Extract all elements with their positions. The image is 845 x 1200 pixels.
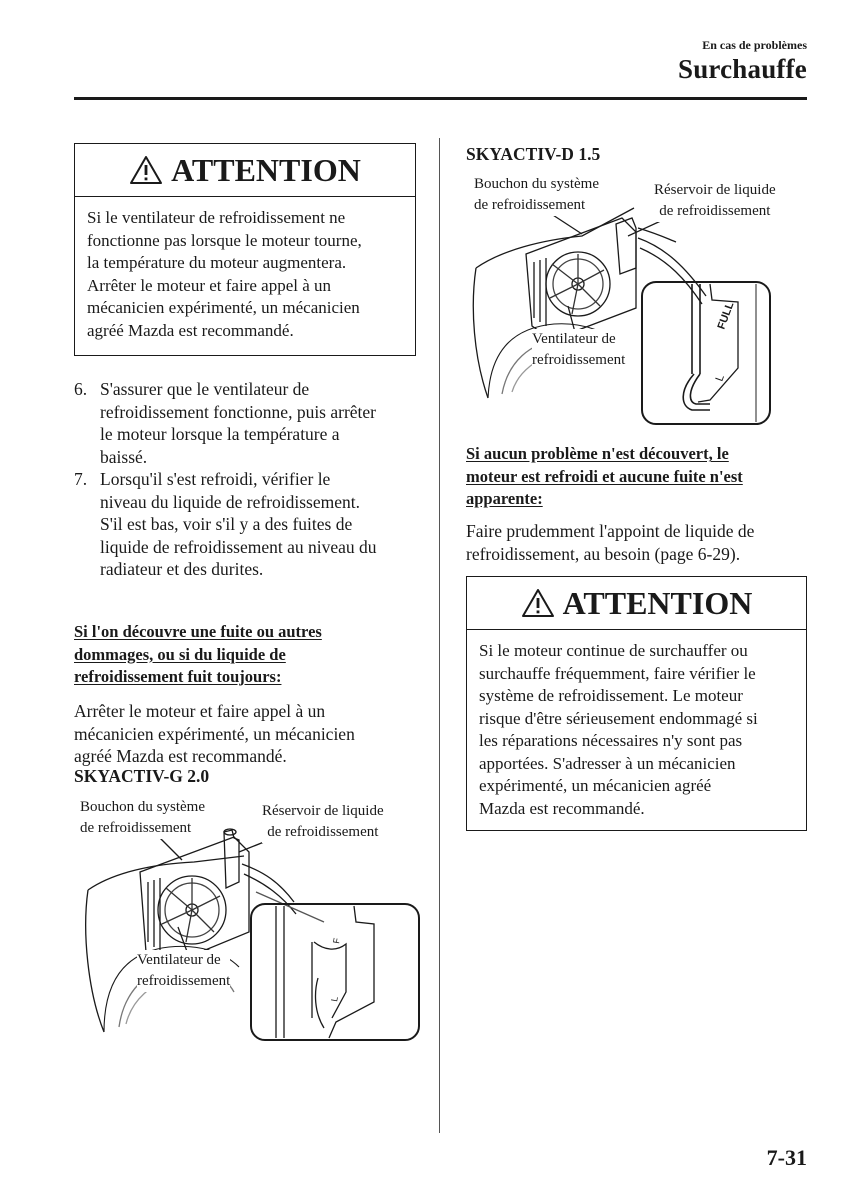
steps-list — [74, 378, 424, 581]
page-title: Surchauffe — [677, 54, 807, 84]
step-line: niveau du liquide de refroidissement. — [100, 491, 360, 512]
warning-line: risque d'être sérieusement endommagé si — [479, 708, 758, 728]
header-rule — [74, 97, 807, 100]
heading-text: moteur est refroidi et aucune fuite n'est — [466, 466, 743, 486]
warning-line: surchauffe fréquemment, faire vérifier le — [479, 663, 756, 683]
step-line: le moteur lorsque la température a — [100, 424, 340, 444]
heading-line — [74, 644, 424, 667]
fig-g-reservoir-label — [262, 801, 384, 843]
step-line: baissé. — [100, 446, 148, 467]
warning-header — [75, 144, 415, 197]
label-line: Bouchon du système — [474, 176, 599, 192]
heading-line — [466, 443, 811, 466]
fig-mark-l: L — [713, 373, 727, 384]
label-line: Réservoir de liquide — [262, 803, 384, 819]
step-line: S'assurer que le ventilateur de — [100, 379, 310, 399]
list-item — [74, 468, 424, 581]
step-line: S'il est bas, voir s'il y a des fuites de — [100, 514, 353, 534]
engine-label-g: SKYACTIV-G 2.0 — [74, 766, 210, 786]
heading-text: apparente: — [466, 489, 543, 508]
warning-title: ATTENTION — [562, 584, 753, 621]
text-line: mécanicien expérimenté, un mécanicien — [74, 723, 355, 744]
warning-line: les réparations nécessaires n'y sont pas — [479, 731, 743, 750]
leak-text — [74, 700, 424, 768]
step-text — [100, 468, 377, 581]
fig-d-cap-label — [474, 174, 599, 216]
heading-line — [466, 488, 811, 511]
text-line: refroidissement, au besoin (page 6-29). — [466, 543, 741, 564]
warning-line: fonctionne pas lorsque le moteur tourne, — [87, 230, 362, 250]
fig-mark-f: F — [331, 937, 342, 945]
list-item — [74, 378, 424, 468]
warning-line: Arrêter le moteur et faire appel à un — [87, 275, 332, 295]
label-line: Ventilateur de — [532, 331, 616, 347]
heading-line — [466, 466, 811, 489]
warning-line: expérimenté, un mécanicien agréé — [479, 776, 712, 795]
page-number: 7-31 — [766, 1145, 807, 1170]
fig-mark-l: L — [329, 995, 340, 1003]
text-line: Faire prudemment l'appoint de liquide de — [466, 521, 755, 541]
label-line: Ventilateur de — [137, 952, 221, 968]
text-line: Arrêter le moteur et faire appel à un — [74, 701, 326, 721]
fig-g-fan-label — [137, 950, 230, 992]
warning-line: mécanicien expérimenté, un mécanicien — [87, 298, 360, 317]
heading-text: Si l'on découvre une fuite ou autres — [74, 622, 322, 641]
label-line: Réservoir de liquide — [654, 182, 776, 198]
label-line: de refroidissement — [267, 824, 379, 840]
fig-mark-full: FULL — [715, 300, 737, 332]
fig-g-cap-label — [80, 797, 205, 839]
ok-text — [466, 520, 811, 565]
fig-d-fan-label — [532, 329, 625, 371]
warning-text — [467, 630, 806, 820]
heading-text: refroidissement fuit toujours: — [74, 667, 282, 686]
warning-box-overheat — [466, 576, 807, 831]
step-line: Lorsqu'il s'est refroidi, vérifier le — [100, 469, 331, 489]
warning-line: Si le ventilateur de refroidissement ne — [87, 208, 346, 227]
step-line: refroidissement fonctionne, puis arrêter — [100, 401, 377, 422]
warning-triangle-icon — [129, 155, 163, 185]
warning-line: Si le moteur continue de surchauffer ou — [479, 641, 748, 660]
label-line: de refroidissement — [80, 820, 192, 836]
section-title: En cas de problèmes — [702, 38, 807, 52]
warning-line: agréé Mazda est recommandé. — [87, 320, 294, 340]
step-number: 7. — [74, 469, 88, 489]
heading-text: dommages, ou si du liquide de — [74, 644, 286, 664]
warning-text — [75, 197, 415, 342]
warning-line: apportées. S'adresser à un mécanicien — [479, 753, 736, 773]
label-line: refroidissement — [532, 352, 626, 368]
warning-line: système de refroidissement. Le moteur — [479, 686, 743, 705]
label-line: refroidissement — [137, 973, 231, 989]
label-line: de refroidissement — [659, 203, 771, 219]
step-number: 6. — [74, 379, 88, 399]
step-line: radiateur et des durites. — [100, 559, 264, 579]
heading-line — [74, 621, 424, 644]
warning-box-fan — [74, 143, 416, 356]
label-line: de refroidissement — [474, 197, 586, 213]
fig-d-reservoir-label — [654, 180, 776, 222]
heading-line — [74, 666, 424, 689]
heading-text: Si aucun problème n'est découvert, le — [466, 444, 729, 463]
step-line: liquide de refroidissement au niveau du — [100, 536, 377, 557]
warning-triangle-icon — [521, 588, 555, 618]
text-line: agréé Mazda est recommandé. — [74, 746, 287, 766]
warning-line: Mazda est recommandé. — [479, 798, 645, 818]
warning-header — [467, 577, 806, 630]
label-line: Bouchon du système — [80, 799, 205, 815]
ok-heading — [466, 443, 811, 511]
warning-title: ATTENTION — [171, 151, 361, 188]
step-text — [100, 378, 376, 468]
column-divider — [439, 138, 440, 1133]
warning-line: la température du moteur augmentera. — [87, 253, 347, 272]
engine-label-d: SKYACTIV-D 1.5 — [466, 144, 601, 164]
leak-heading — [74, 621, 424, 689]
